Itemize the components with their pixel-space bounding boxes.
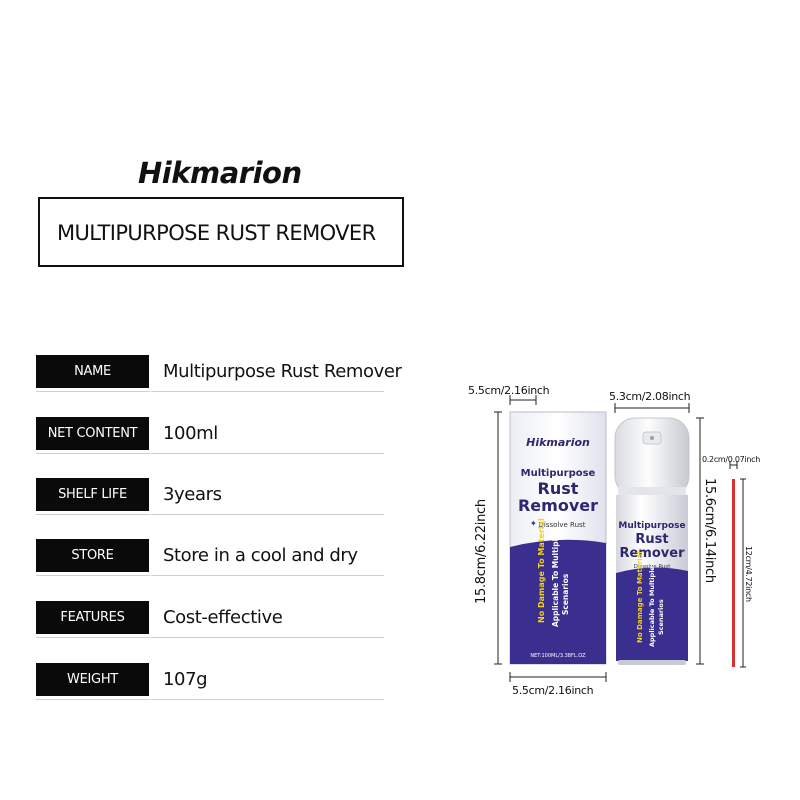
spec-divider bbox=[151, 699, 384, 700]
spec-value-weight: 107g bbox=[163, 669, 208, 690]
spec-divider bbox=[151, 391, 384, 392]
spec-divider bbox=[151, 453, 384, 454]
can-claim3: Scenarios bbox=[657, 599, 665, 635]
dim-can-height: 15.6cm/6.14inch bbox=[702, 478, 717, 583]
dim-straw-length: 12cm/4.72inch bbox=[744, 546, 753, 602]
spec-value-features: Cost-effective bbox=[163, 607, 283, 628]
can-line3: Remover bbox=[619, 546, 685, 561]
box-claim3: Scenarios bbox=[561, 573, 570, 615]
dim-box-top: 5.5cm/2.16inch bbox=[468, 384, 550, 397]
sparkle-icon: ✦ bbox=[530, 519, 537, 528]
dim-box-bottom: 5.5cm/2.16inch bbox=[512, 684, 594, 697]
spec-label-weight: WEIGHT bbox=[36, 663, 149, 696]
product-box bbox=[510, 412, 606, 664]
box-line2: Rust bbox=[537, 479, 579, 498]
spec-divider bbox=[151, 637, 384, 638]
spec-label-store: STORE bbox=[36, 539, 149, 572]
spec-divider bbox=[36, 514, 150, 515]
spec-divider bbox=[36, 699, 150, 700]
box-line1: Multipurpose bbox=[520, 468, 596, 479]
spec-label-features: FEATURES bbox=[36, 601, 149, 634]
spec-divider bbox=[36, 637, 150, 638]
can-claim1: No Damage To Material bbox=[636, 551, 644, 643]
box-brand: Hikmarion bbox=[526, 436, 590, 449]
red-straw bbox=[732, 479, 735, 667]
product-illustration bbox=[460, 375, 780, 725]
can-line1: Multipurpose bbox=[618, 521, 686, 531]
dim-straw-width: 0.2cm/0.07inch bbox=[702, 455, 760, 464]
can-sub: Dissolve Rust bbox=[633, 564, 671, 570]
can-line2: Rust bbox=[635, 532, 669, 547]
dim-box-height: 15.8cm/6.22inch bbox=[474, 499, 489, 604]
spec-value-store: Store in a cool and dry bbox=[163, 545, 358, 566]
spec-label-name: NAME bbox=[36, 355, 149, 388]
dim-can-top: 5.3cm/2.08inch bbox=[609, 390, 691, 403]
spec-divider bbox=[151, 575, 384, 576]
spec-divider bbox=[36, 391, 150, 392]
box-net: NET:100ML/3.38FL.OZ bbox=[530, 653, 586, 659]
product-title-box bbox=[38, 197, 404, 267]
can-claim2: Applicable To Multiple bbox=[648, 566, 656, 647]
spec-value-name: Multipurpose Rust Remover bbox=[163, 361, 402, 382]
spec-divider bbox=[36, 575, 150, 576]
spray-can bbox=[615, 418, 689, 665]
spec-divider bbox=[151, 514, 384, 515]
brand-name: Hikmarion bbox=[138, 156, 302, 190]
spec-divider bbox=[36, 453, 150, 454]
spec-label-shelf-life: SHELF LIFE bbox=[36, 478, 149, 511]
product-title: MULTIPURPOSE RUST REMOVER bbox=[57, 221, 376, 245]
box-sub: Dissolve Rust bbox=[538, 521, 586, 529]
spec-label-net-content: NET CONTENT bbox=[36, 417, 149, 450]
spec-value-shelf-life: 3years bbox=[163, 484, 222, 505]
box-claim1: No Damage To Material bbox=[537, 518, 546, 623]
brand-logo bbox=[138, 156, 314, 192]
box-claim2: Applicable To Multiple bbox=[551, 533, 560, 627]
box-line3: Remover bbox=[517, 496, 599, 515]
spec-value-net-content: 100ml bbox=[163, 423, 218, 444]
